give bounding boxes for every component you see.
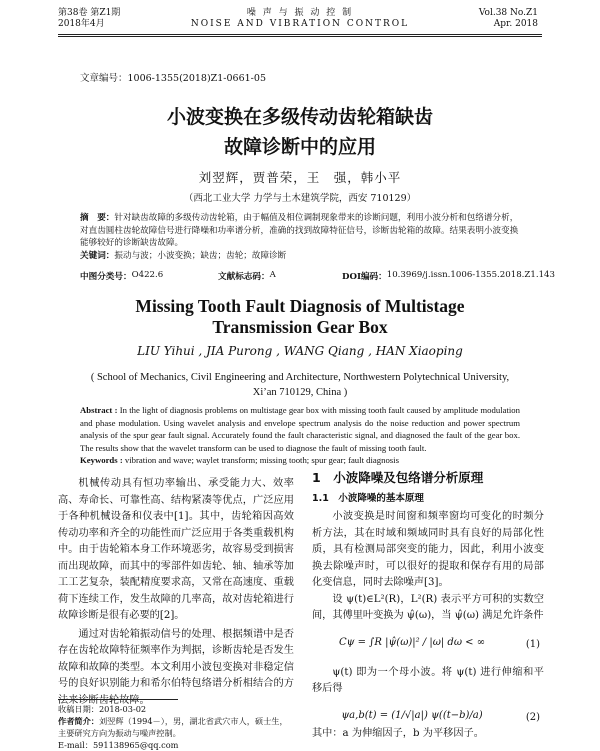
- volume-issue-en: Vol.38 No.Z1: [478, 8, 538, 18]
- english-affiliation: [60, 370, 540, 400]
- issue-date-en: Apr. 2018: [493, 19, 538, 29]
- keywords-label-en: Keywords :: [80, 455, 123, 466]
- article-number: 文章编号：1006-1355(2018)Z1-0661-05: [80, 73, 266, 84]
- keywords-label-cn: 关键词：: [80, 250, 115, 261]
- doi-value: 10.3969/j.issn.1006-1355.2018.Z1.143: [386, 270, 555, 280]
- chinese-authors: 刘翌辉，贾普荣，王 强，韩小平: [198, 170, 402, 185]
- header-right: [479, 8, 538, 30]
- chinese-title-line2: 故障诊断中的应用: [223, 136, 376, 158]
- clc-code: O422.6: [131, 270, 164, 280]
- wavelet-paragraph-1: 小波变换是时间窗和频率窗均可变化的时频分析方法，其在时域和频域同时具有良好的局部化性质，具有检测局部突变的能力，因此，利用小波变换去除噪声时，可以很好的提取和保存有用的局部化变信息，同时去除噪声[3]。: [312, 511, 544, 588]
- left-column-body: [58, 476, 294, 709]
- equation-1: [312, 627, 544, 663]
- abstract-label-cn: 摘 要：: [80, 213, 115, 223]
- author-bio: 刘翌辉（1994－），男，湖北省武穴市人，硕士生，主要研究方向为振动与噪声控制。: [58, 716, 288, 738]
- doi-label: DOI编码：: [342, 272, 387, 282]
- equation-2-body: ψa,b(t) = (1/√|a|) ψ((t−b)/a): [341, 709, 483, 721]
- author-bio-label: 作者简介：: [58, 716, 99, 726]
- section-1-1-heading: 1.1 小波降噪的基本原理: [312, 492, 424, 504]
- doc-code-label: 文献标志码：: [218, 272, 270, 282]
- intro-paragraph-1: 机械传动具有恒功率输出、承受能力大、效率高、寿命长、可靠性高、结构紧凑等优点，广泛应用于各种机械设备和仪表中[1]。其中，齿轮箱因高效传动功率和齐全的功能性而广泛应用于各类重载机构中。由于齿轮箱本身工作环境恶劣，故容易受到损害而出现故障，而其中的零部件如齿轮、轴、轴承等加工工艺复杂，装配精度要求高，又常在高速度、重载荷下连续工作，发生故障的几率高，故对齿轮箱进行故障诊断是很有必要的[2]。: [58, 478, 294, 621]
- english-affiliation-line2: Xi’an 710129, China ): [252, 387, 348, 398]
- abstract-label-en: Abstract :: [80, 405, 118, 415]
- english-abstract: [80, 404, 520, 467]
- journal-name-en: NOISE AND VIBRATION CONTROL: [190, 19, 410, 29]
- issue-date: 2018年4月: [58, 19, 105, 29]
- english-title: [0, 296, 600, 338]
- author-email: E-mail：591138965@qq.com: [58, 740, 179, 750]
- equation-1-body: Cψ = ∫R |ψ̂(ω)|² / |ω| dω < ∞: [338, 636, 486, 648]
- keywords-text-en: vibration and wave; waylet transform; missing tooth; spur gear; fault diagnosis: [124, 455, 399, 466]
- equation-2-number: (2): [525, 711, 540, 723]
- english-title-line1: Missing Tooth Fault Diagnosis of Multistage: [135, 296, 465, 316]
- keywords-text-cn: 振动与波；小波变换；缺齿；齿轮；故障诊断: [114, 250, 287, 261]
- chinese-title: [0, 102, 600, 162]
- chinese-title-line1: 小波变换在多级传动齿轮箱缺齿: [166, 106, 433, 128]
- right-column-body: [312, 470, 544, 738]
- section-1-heading: 1 小波降噪及包络谱分析原理: [312, 470, 484, 485]
- equation-1-number: (1): [525, 638, 540, 650]
- footnote: [58, 703, 294, 751]
- header-rule-bottom: [58, 36, 542, 37]
- wavelet-paragraph-2: 设 ψ(t)∈L²(R)，L²(R) 表示平方可积的实数空间，其傅里叶变换为 ψ̂(ω)，当 ψ̂(ω) 满足允许条件: [312, 593, 544, 621]
- chinese-abstract: [80, 212, 520, 262]
- english-affiliation-line1: ( School of Mechanics, Civil Engineering and Architecture, Northwestern Polytechnical University,: [90, 372, 510, 383]
- journal-name-cn: 噪 声 与 振 动 控 制: [246, 8, 354, 18]
- abstract-text-cn: 针对缺齿故障的多级传动齿轮箱，由于幅值及相位调制现象带来的诊断问题，利用小波分析和包络谱分析，对直齿圆柱齿轮故障信号进行降噪和功率谱分析，准确的找到故障特征信号，诊断齿轮箱的故障。结果表明小波变换能够较好的诊断缺齿故障。: [80, 213, 519, 248]
- wavelet-paragraph-4: 其中：a 为伸缩因子，b 为平移因子。: [312, 728, 484, 739]
- english-authors: LIU Yihui , JIA Purong , WANG Qiang , HAN Xiaoping: [137, 344, 463, 358]
- wavelet-paragraph-3: ψ(t) 即为一个母小波。将 ψ(t) 进行伸缩和平移后得: [312, 666, 544, 694]
- journal-header: [0, 8, 600, 48]
- footnote-rule: [58, 699, 178, 700]
- volume-issue: 第38卷 第Z1期: [58, 8, 121, 18]
- header-rule-top: [58, 34, 542, 35]
- intro-paragraph-2: 通过对齿轮箱振动信号的处理、根据频谱中是否存在齿轮故障特征频率作为判据，诊断齿轮是否发生故障和故障的类型。本文利用小波包变换对非稳定信号的良好识别能力和希尔伯特包络谱分析相结合的方法来诊断齿轮故障。: [58, 628, 294, 706]
- english-title-line2: Transmission Gear Box: [212, 317, 388, 337]
- clc-label: 中图分类号：: [80, 272, 132, 282]
- chinese-affiliation: （西北工业大学 力学与土木建筑学院，西安 710129）: [183, 193, 417, 204]
- abstract-text-en: In the light of diagnosis problems on multistage gear box with missing tooth fault caused by amplitude modulation and phase modulation. Using wavelet analysis and envelope spectrum analysis do the noise reduction and power spectrum analysis of the spur gear fault signal. Accurately found the fault characteristic signal, and diagnosed the fault of the gear box. The results show that the wavelet transform can be used to diagnose the fault of missing tooth fault.: [80, 405, 520, 453]
- doc-code: A: [269, 270, 276, 280]
- classification-row: [80, 270, 555, 282]
- received-date: 收稿日期：2018-03-02: [58, 704, 147, 714]
